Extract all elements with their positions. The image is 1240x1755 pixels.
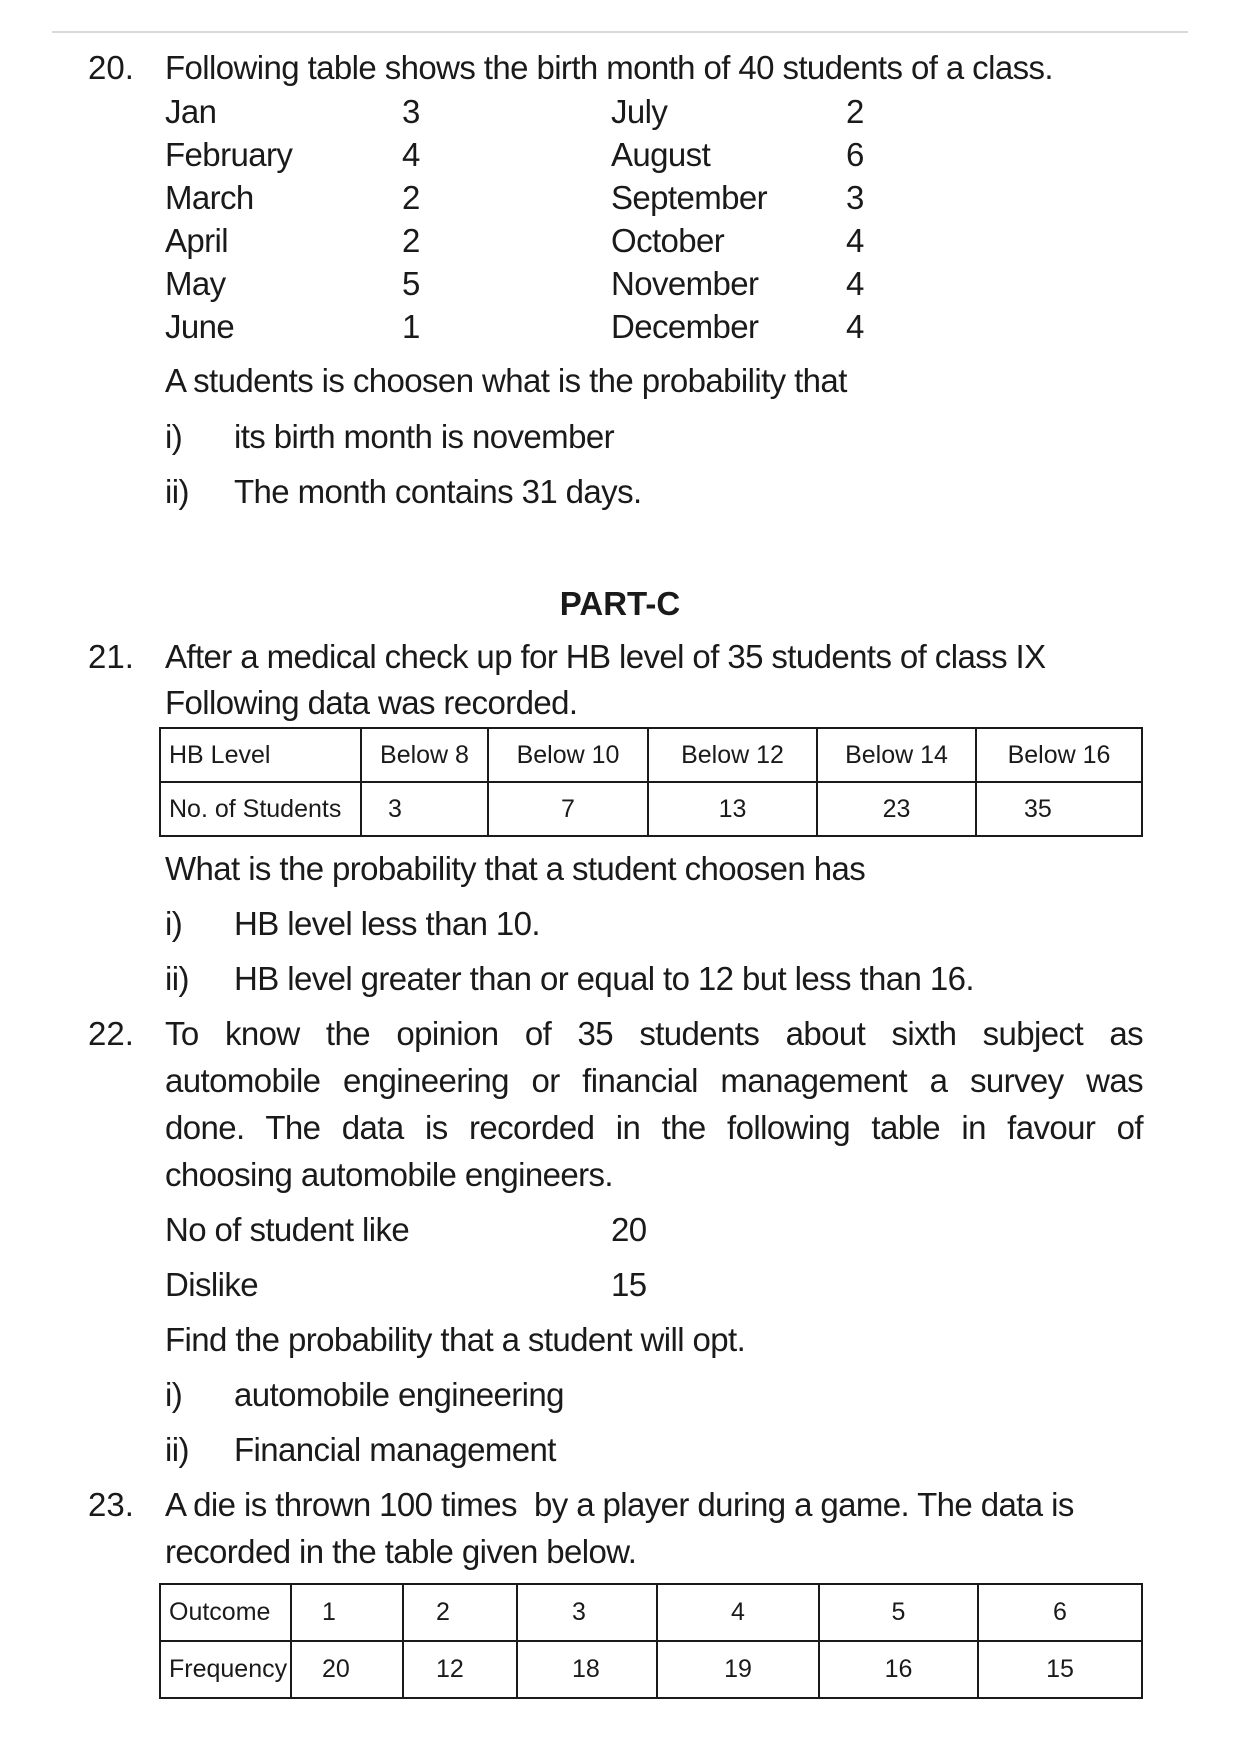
subpart-text: HB level greater than or equal to 12 but less than 16.: [234, 960, 974, 997]
question-23-text: recorded in the table given below.: [165, 1533, 637, 1570]
table-cell: HB Level: [160, 728, 361, 782]
table-cell: Below 10: [488, 728, 648, 782]
survey-row-label: No of student like: [165, 1211, 410, 1248]
table-cell: Outcome: [160, 1584, 291, 1641]
question-22-prompt: Find the probability that a student will opt.: [165, 1321, 746, 1358]
subpart-text: HB level less than 10.: [234, 905, 540, 942]
table-cell: 19: [657, 1641, 819, 1698]
question-20-number: 20.: [88, 49, 134, 86]
hb-level-table: [159, 727, 1143, 837]
table-cell: 7: [488, 782, 648, 836]
month-count: 4: [846, 222, 864, 259]
table-row: [160, 782, 1142, 836]
month-count: 1: [402, 308, 420, 345]
month-label: July: [611, 93, 668, 130]
question-22-text: automobile engineering or financial management a survey was: [165, 1062, 1143, 1099]
month-count: 4: [846, 265, 864, 302]
month-count: 3: [846, 179, 864, 216]
subpart-label: ii): [165, 473, 189, 510]
month-count: 2: [846, 93, 864, 130]
question-21-number: 21.: [88, 638, 134, 675]
table-cell: 23: [817, 782, 976, 836]
subpart-text: The month contains 31 days.: [234, 473, 642, 510]
table-cell: 12: [403, 1641, 517, 1698]
question-23-number: 23.: [88, 1486, 134, 1523]
question-20-prompt: A students is choosen what is the probability that: [165, 362, 847, 399]
table-header-row: [160, 1584, 1142, 1641]
question-20-intro: Following table shows the birth month of 40 students of a class.: [165, 49, 1053, 86]
table-cell: 2: [403, 1584, 517, 1641]
table-header-row: [160, 728, 1142, 782]
table-cell: No. of Students: [160, 782, 361, 836]
question-22-text: To know the opinion of 35 students about sixth subject as: [165, 1015, 1143, 1052]
month-label: March: [165, 179, 254, 216]
table-cell: 3: [361, 782, 488, 836]
month-count: 6: [846, 136, 864, 173]
table-cell: 6: [978, 1584, 1142, 1641]
month-label: November: [611, 265, 759, 302]
month-count: 3: [402, 93, 420, 130]
month-count: 4: [402, 136, 420, 173]
table-cell: Below 12: [648, 728, 817, 782]
month-label: February: [165, 136, 293, 173]
month-label: April: [165, 222, 229, 259]
table-cell: Below 16: [976, 728, 1142, 782]
month-label: Jan: [165, 93, 217, 130]
month-label: December: [611, 308, 759, 345]
table-cell: 35: [976, 782, 1142, 836]
subpart-label: i): [165, 905, 183, 942]
table-cell: 15: [978, 1641, 1142, 1698]
subpart-label: i): [165, 1376, 183, 1413]
month-count: 2: [402, 179, 420, 216]
subpart-text: automobile engineering: [234, 1376, 564, 1413]
subpart-label: ii): [165, 1431, 189, 1468]
table-row: [160, 1641, 1142, 1698]
table-cell: Frequency: [160, 1641, 291, 1698]
top-divider: [52, 31, 1188, 33]
question-22-number: 22.: [88, 1015, 134, 1052]
question-21-text: After a medical check up for HB level of 35 students of class IX: [165, 638, 1046, 675]
table-cell: 18: [517, 1641, 657, 1698]
question-21-prompt: What is the probability that a student choosen has: [165, 850, 866, 887]
subpart-text: Financial management: [234, 1431, 556, 1468]
table-cell: 16: [819, 1641, 978, 1698]
subpart-label: ii): [165, 960, 189, 997]
survey-row-value: 15: [611, 1266, 647, 1303]
month-count: 2: [402, 222, 420, 259]
month-label: June: [165, 308, 235, 345]
table-cell: Below 14: [817, 728, 976, 782]
die-outcome-table: [159, 1583, 1143, 1699]
question-23-text: A die is thrown 100 times by a player during a game. The data is: [165, 1486, 1074, 1523]
subpart-text: its birth month is november: [234, 418, 614, 455]
table-cell: Below 8: [361, 728, 488, 782]
table-cell: 3: [517, 1584, 657, 1641]
table-cell: 20: [291, 1641, 403, 1698]
table-cell: 5: [819, 1584, 978, 1641]
question-22-text: done. The data is recorded in the following table in favour of: [165, 1109, 1143, 1146]
survey-row-label: Dislike: [165, 1266, 258, 1303]
month-count: 4: [846, 308, 864, 345]
month-label: October: [611, 222, 725, 259]
month-label: August: [611, 136, 711, 173]
survey-row-value: 20: [611, 1211, 647, 1248]
part-c-heading: PART-C: [559, 585, 681, 622]
subpart-label: i): [165, 418, 183, 455]
month-label: May: [165, 265, 226, 302]
table-cell: 13: [648, 782, 817, 836]
month-count: 5: [402, 265, 420, 302]
table-cell: 1: [291, 1584, 403, 1641]
question-22-text: choosing automobile engineers.: [165, 1156, 613, 1193]
month-label: September: [611, 179, 768, 216]
table-cell: 4: [657, 1584, 819, 1641]
question-21-text: Following data was recorded.: [165, 684, 578, 721]
